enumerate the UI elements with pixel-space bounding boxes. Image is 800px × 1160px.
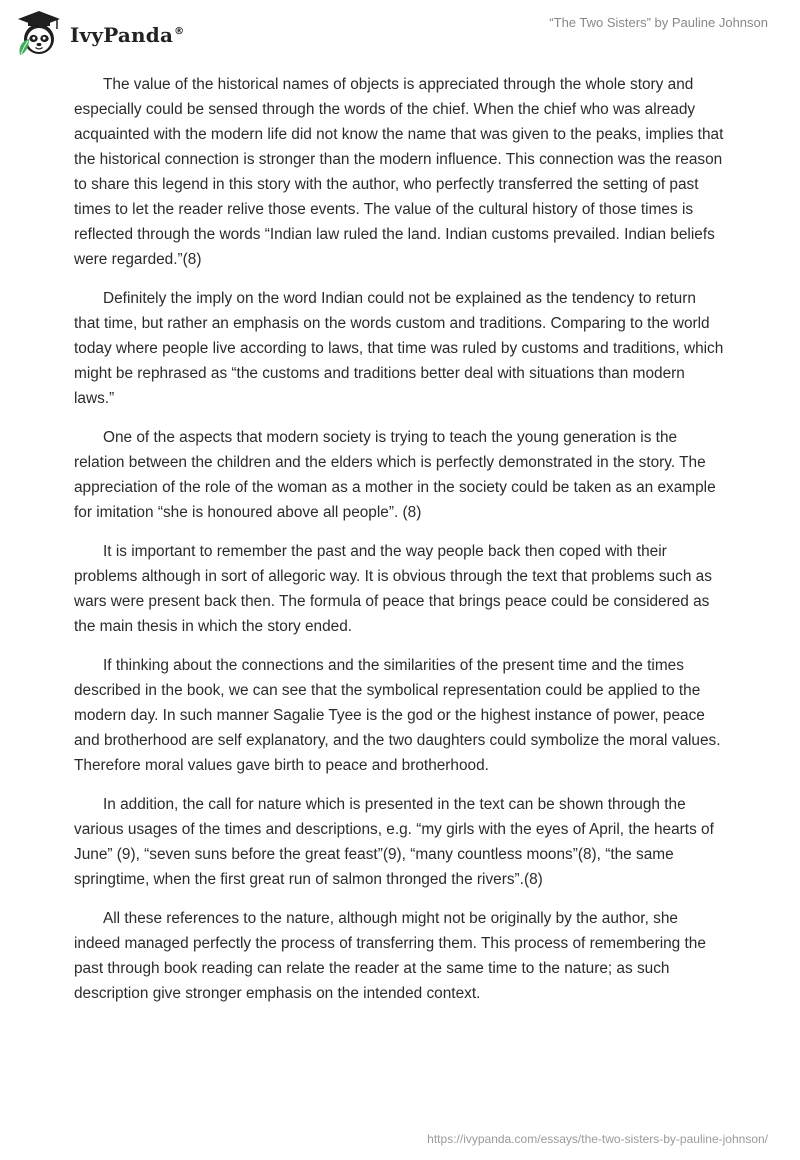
source-url-link[interactable]: https://ivypanda.com/essays/the-two-sisters-by-pauline-johnson/ — [427, 1132, 768, 1146]
paragraph-6: In addition, the call for nature which is presented in the text can be shown through the various usages of the times and descriptions, e.g. “my girls with the eyes of April, the hearts of June” (9), “seven suns before the great feast”(9), “many countless moons”(8), “the same springtime, when the first great run of salmon thronged the rivers”.(8) — [74, 796, 714, 888]
document-title: “The Two Sisters” by Pauline Johnson — [549, 15, 768, 30]
essay-body — [74, 72, 724, 1020]
panda-logo-icon — [14, 9, 64, 59]
paragraph-7: All these references to the nature, although might not be originally by the author, she indeed managed perfectly the process of transferring them. This process of remembering the past through book reading can relate the reader at the same time to the nature; as such description give stronger emphasis on the intended context. — [74, 910, 706, 1002]
brand-logo-link[interactable] — [14, 9, 184, 59]
brand-name: IvyPanda® — [70, 23, 185, 47]
paragraph-3: One of the aspects that modern society is trying to teach the young generation is the relation between the children and the elders which is perfectly demonstrated in the story. The appreciation of the role of the woman as a mother in the society could be taken as an example for imitation “she is honoured above all people”. (8) — [74, 429, 716, 521]
registered-mark: ® — [174, 26, 185, 38]
page-header — [0, 0, 800, 70]
paragraph-5: If thinking about the connections and the similarities of the present time and the times described in the book, we can see that the symbolical representation could be applied to the modern day. In such manner Sagalie Tyee is the god or the highest instance of power, peace and brotherhood are self explanatory, and the two daughters could symbolize the moral values. Therefore moral values gave birth to peace and brotherhood. — [74, 657, 721, 774]
paragraph-4: It is important to remember the past and the way people back then coped with their problems although in sort of allegoric way. It is obvious through the text that problems such as wars were present back then. The formula of peace that brings peace could be considered as the main thesis in which the story ended. — [74, 543, 712, 635]
paragraph-2: Definitely the imply on the word Indian could not be explained as the tendency to return that time, but rather an emphasis on the words custom and traditions. Comparing to the world today where people live according to laws, that time was ruled by customs and traditions, which might be rephrased as “the customs and traditions better deal with situations than modern laws.” — [74, 290, 724, 407]
paragraph-1: The value of the historical names of objects is appreciated through the whole story and especially could be sensed through the words of the chief. When the chief who was already acquainted with the modern life did not know the name that was given to the peaks, implies that the historical connection is stronger than the modern influence. This connection was the reason to share this legend in this story with the author, who perfectly transferred the setting of past times to let the reader relive those events. The value of the cultural history of those times is reflected through the words “Indian law ruled the land. Indian customs prevailed. Indian beliefs were regarded.”(8) — [74, 76, 724, 268]
